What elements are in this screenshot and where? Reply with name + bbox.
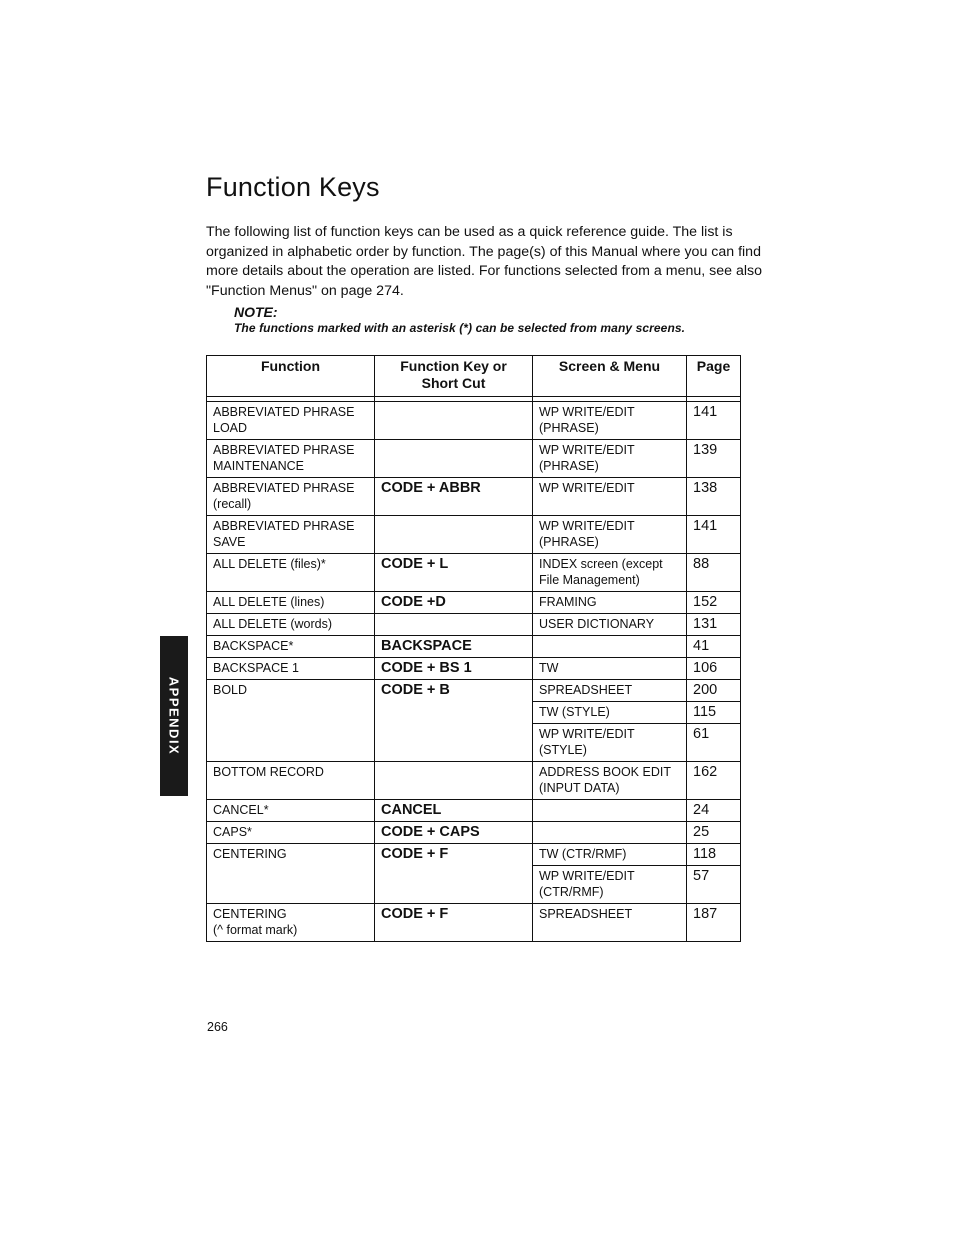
screen-cell [533,762,687,800]
screen-cell-text-line2: (INPUT DATA) [539,781,620,795]
screen-cell-text: WP WRITE/EDIT [539,727,635,741]
screen-cell [533,516,687,554]
screen-cell [533,592,687,614]
table-row [207,554,741,592]
page-cell-text: 187 [693,906,718,922]
screen-cell-text: SPREADSHEET [539,907,633,921]
function-cell-text: CAPS* [213,825,252,839]
page-cell [687,800,741,822]
screen-cell [533,904,687,942]
header-function: Function [207,356,375,397]
table-row [207,516,741,554]
function-cell-text: CANCEL* [213,803,269,817]
function-cell-text: CENTERING [213,907,287,921]
page-cell-text: 61 [693,726,710,742]
header-screen-menu: Screen & Menu [533,356,687,397]
key-cell-text: CODE + F [381,906,449,922]
key-cell [375,636,533,658]
function-cell [207,904,375,942]
note-label: NOTE: [234,304,278,320]
screen-cell-text: TW (CTR/RMF) [539,847,627,861]
function-cell [207,440,375,478]
screen-cell-text: WP WRITE/EDIT [539,519,635,533]
key-cell [375,402,533,440]
screen-cell-text-line2: (PHRASE) [539,421,599,435]
key-cell-text: CODE +D [381,594,446,610]
screen-cell-text-line2: (PHRASE) [539,535,599,549]
header-page: Page [687,356,741,397]
screen-cell [533,658,687,680]
page-number: 266 [207,1020,228,1034]
function-cell [207,516,375,554]
function-cell-text: BACKSPACE 1 [213,661,299,675]
page-cell [687,636,741,658]
table-row [207,402,741,440]
page-cell [687,554,741,592]
screen-cell-text: WP WRITE/EDIT [539,869,635,883]
table-row [207,800,741,822]
table-row [207,658,741,680]
table-row [207,680,741,702]
page-cell-text: 115 [693,704,717,720]
page-cell [687,762,741,800]
page-cell-text: 25 [693,824,710,840]
key-cell-text: CODE + F [381,846,449,862]
page-cell-text: 106 [693,660,718,676]
screen-cell-text-line2: (PHRASE) [539,459,599,473]
key-cell-text: CODE + L [381,556,449,572]
table-row [207,614,741,636]
key-cell [375,658,533,680]
screen-cell [533,614,687,636]
screen-cell-text-line2: (CTR/RMF) [539,885,604,899]
screen-cell [533,636,687,658]
table-row [207,822,741,844]
page-title: Function Keys [206,172,380,202]
screen-cell-text: INDEX screen (except [539,557,663,571]
page-cell-text: 24 [693,802,710,818]
screen-cell-text-line2: File Management) [539,573,640,587]
key-cell [375,478,533,516]
page-cell [687,478,741,516]
key-cell [375,844,533,904]
header-function-key-line2: Short Cut [421,375,486,391]
page-cell-text: 57 [693,868,710,884]
function-cell-text: ABBREVIATED PHRASE [213,443,355,457]
page-cell-text: 162 [693,764,718,780]
function-cell [207,478,375,516]
key-cell-text: CODE + BS 1 [381,660,472,676]
table-header-row [207,356,741,397]
page-cell [687,402,741,440]
page-cell [687,592,741,614]
function-cell [207,402,375,440]
screen-cell [533,844,687,866]
key-cell [375,800,533,822]
function-cell-text: ALL DELETE (words) [213,617,333,631]
screen-cell-text: USER DICTIONARY [539,617,655,631]
page-cell-text: 139 [693,442,718,458]
function-cell [207,800,375,822]
screen-cell-text: WP WRITE/EDIT [539,405,635,419]
key-cell [375,440,533,478]
key-cell [375,516,533,554]
table-row [207,844,741,866]
function-cell-text: ALL DELETE (lines) [213,595,325,609]
function-cell [207,614,375,636]
function-cell-text-line2: LOAD [213,421,248,435]
note-text: The functions marked with an asterisk (*) can be selected from many screens. [234,321,686,335]
key-cell-text: CODE + CAPS [381,824,480,840]
page-cell-text: 152 [693,594,718,610]
page-cell-text: 118 [693,846,717,862]
screen-cell [533,478,687,516]
page-cell-text: 131 [693,616,718,632]
table-row [207,440,741,478]
function-cell-text: ABBREVIATED PHRASE [213,519,355,533]
page-cell-text: 141 [693,404,718,420]
screen-cell-text: FRAMING [539,595,597,609]
function-cell-text: BOTTOM RECORD [213,765,324,779]
key-cell [375,680,533,762]
appendix-tab-label: APPENDIX [166,676,182,756]
page-cell [687,866,741,904]
key-cell [375,904,533,942]
table-row [207,592,741,614]
page-cell-text: 88 [693,556,710,572]
function-cell [207,680,375,762]
table-row [207,904,741,942]
screen-cell-text: ADDRESS BOOK EDIT [539,765,671,779]
screen-cell-text: WP WRITE/EDIT [539,481,635,495]
screen-cell [533,800,687,822]
key-cell-text: CODE + ABBR [381,480,481,496]
function-cell [207,762,375,800]
function-keys-table [206,355,741,942]
header-function-key [375,356,533,397]
screen-cell [533,702,687,724]
function-cell-text-line2: SAVE [213,535,246,549]
screen-cell-text-line2: (STYLE) [539,743,587,757]
table-row [207,762,741,800]
page-cell-text: 200 [693,682,718,698]
page-cell [687,614,741,636]
page-cell-text: 138 [693,480,718,496]
screen-cell [533,680,687,702]
page-cell-text: 41 [693,638,710,654]
key-cell [375,554,533,592]
page-cell [687,702,741,724]
appendix-side-tab [160,636,188,796]
function-cell [207,822,375,844]
intro-paragraph: The following list of function keys can be used as a quick reference guide. The list is organized in alphabetic order by function. The page(s) of this Manual where you can find more details about the operation are listed. For functions selected from a menu, see also "Function Menus" on page 274. [206,224,762,299]
page-cell [687,516,741,554]
page-cell [687,822,741,844]
screen-cell-text: WP WRITE/EDIT [539,443,635,457]
function-cell-text: CENTERING [213,847,287,861]
key-cell [375,592,533,614]
table-row [207,636,741,658]
page-cell [687,440,741,478]
page-cell [687,724,741,762]
function-cell-text: ALL DELETE (files)* [213,557,326,571]
table-row [207,478,741,516]
key-cell [375,762,533,800]
screen-cell [533,724,687,762]
key-cell-text: CODE + B [381,682,450,698]
function-cell-text-line2: (^ format mark) [213,923,298,937]
function-cell-text: ABBREVIATED PHRASE [213,405,355,419]
function-cell [207,658,375,680]
function-cell-text-line2: (recall) [213,497,252,511]
page-cell [687,904,741,942]
screen-cell [533,440,687,478]
function-cell-text: BACKSPACE* [213,639,294,653]
function-cell [207,554,375,592]
function-cell [207,592,375,614]
key-cell [375,822,533,844]
function-cell [207,636,375,658]
screen-cell-text: TW [539,661,559,675]
page-cell-text: 141 [693,518,718,534]
page-cell [687,658,741,680]
screen-cell-text: SPREADSHEET [539,683,633,697]
key-cell [375,614,533,636]
page-cell [687,680,741,702]
screen-cell [533,554,687,592]
key-cell-text: BACKSPACE [381,638,472,654]
screen-cell [533,822,687,844]
screen-cell [533,866,687,904]
function-cell [207,844,375,904]
screen-cell [533,402,687,440]
page-cell [687,844,741,866]
function-cell-text: ABBREVIATED PHRASE [213,481,355,495]
function-cell-text-line2: MAINTENANCE [213,459,304,473]
function-cell-text: BOLD [213,683,248,697]
header-function-key-line1: Function Key or [400,358,507,374]
key-cell-text: CANCEL [381,802,442,818]
screen-cell-text: TW (STYLE) [539,705,610,719]
